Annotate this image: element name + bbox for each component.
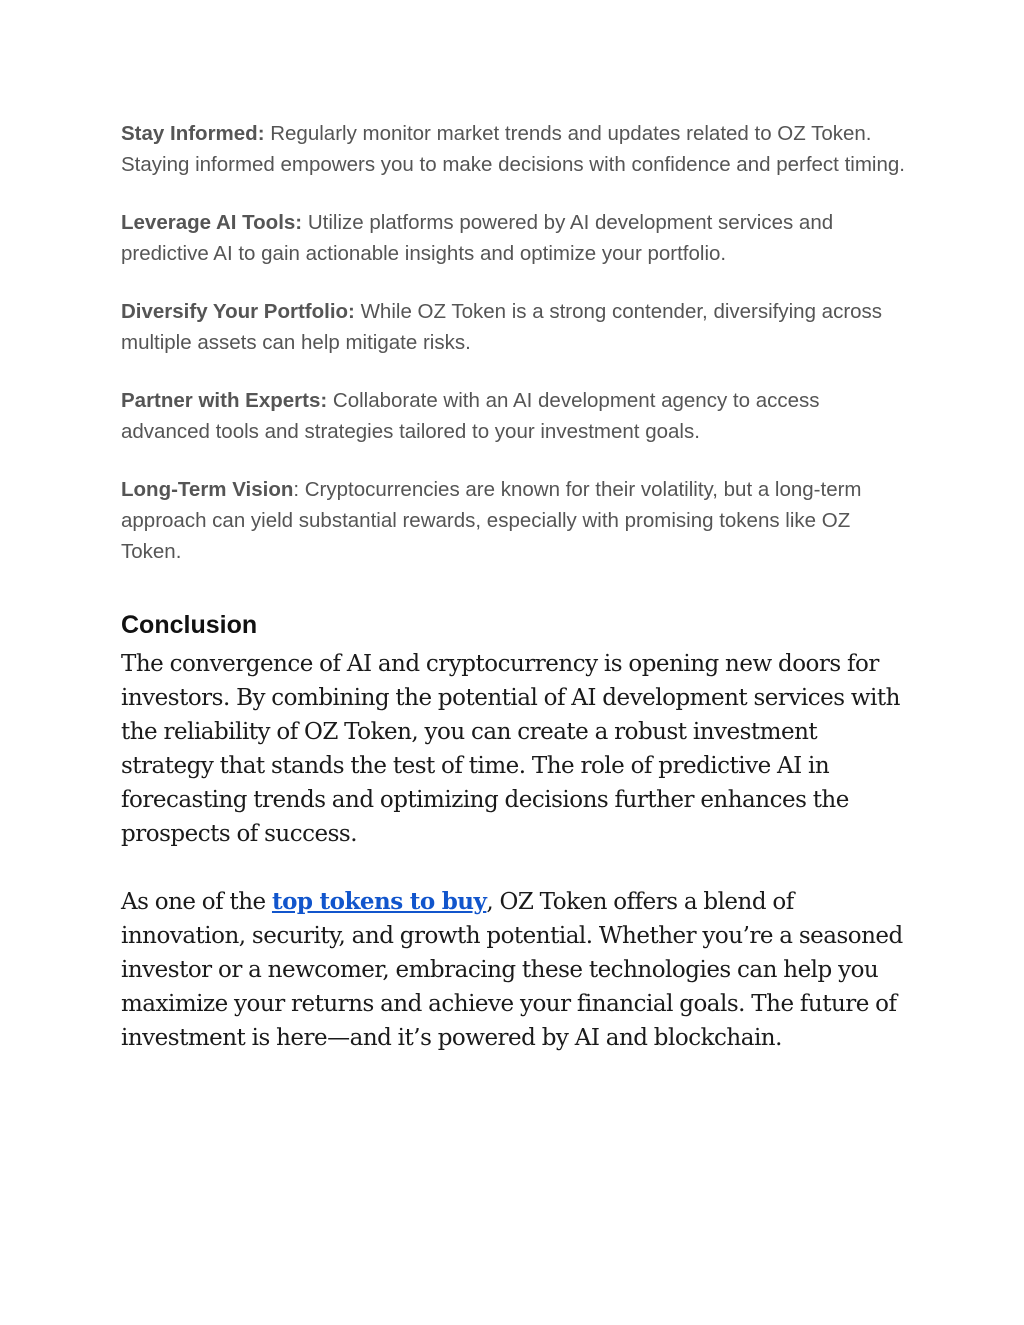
- tip-long-term-vision: [121, 474, 911, 567]
- tip-partner-with-experts: [121, 385, 911, 447]
- tip-text: Collaborate with an AI development agency to access advanced tools and strategies tailored to your investment goals.: [121, 389, 820, 443]
- tip-leverage-ai-tools: [121, 207, 911, 269]
- document-page: [121, 118, 911, 1055]
- tip-text: Utilize platforms powered by AI development services and predictive AI to gain actionable insights and optimize your portfolio.: [121, 211, 834, 265]
- tip-text: Regularly monitor market trends and updates related to OZ Token. Staying informed empowers you to make decisions with confidence and perfect timing.: [121, 122, 905, 176]
- top-tokens-link[interactable]: top tokens to buy: [271, 888, 487, 915]
- tip-diversify-portfolio: [121, 296, 911, 358]
- tip-label: Partner with Experts:: [121, 389, 328, 412]
- paragraph-text-after-link: , OZ Token offers a blend of innovation, security, and growth potential. Whether you’re a seasoned investor or a newcomer, embracing these technologies can help you maximize your returns and achieve your financial goals. The future of investment is here—and it’s powered by AI and blockchain.: [121, 889, 903, 1051]
- tip-text: While OZ Token is a strong contender, diversifying across multiple assets can help mitigate risks.: [121, 300, 883, 354]
- tip-label: Diversify Your Portfolio:: [121, 300, 355, 323]
- tip-text: : Cryptocurrencies are known for their volatility, but a long-term approach can yield substantial rewards, especially with promising tokens like OZ Token.: [121, 478, 862, 563]
- conclusion-heading: Conclusion: [121, 611, 258, 639]
- tip-label: Long-Term Vision: [121, 478, 294, 501]
- conclusion-paragraph-1: The convergence of AI and cryptocurrency is opening new doors for investors. By combining the potential of AI development services with the reliability of OZ Token, you can create a robust investment strategy that stands the test of time. The role of predictive AI in forecasting trends and optimizing decisions further enhances the prospects of success.: [121, 651, 900, 847]
- paragraph-text-before-link: As one of the: [121, 889, 272, 915]
- tip-label: Stay Informed:: [121, 122, 265, 145]
- tip-label: Leverage AI Tools:: [121, 211, 303, 234]
- conclusion-paragraph-2: [121, 885, 911, 1055]
- tip-stay-informed: [121, 118, 911, 180]
- paragraph-spacer: [121, 851, 911, 885]
